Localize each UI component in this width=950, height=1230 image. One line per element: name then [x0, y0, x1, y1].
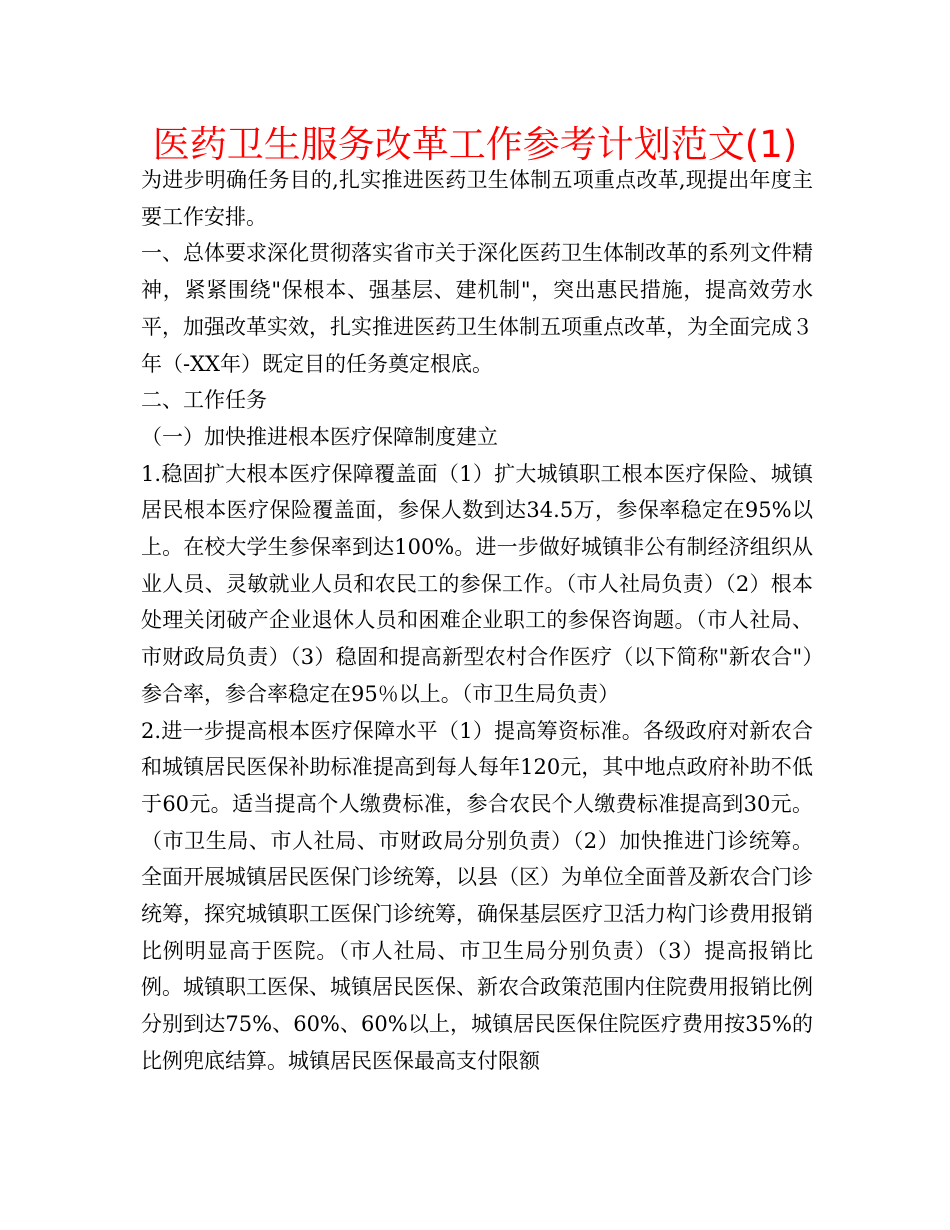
- item-2-paragraph: 2.进一步提高根本医疗保障水平（1）提高筹资标准。各级政府对新农合和城镇居民医保补助标准提高到每人每年120元，其中地点政府补助不低于60元。适当提高个人缴费标准，参合农民个人缴费标准提高到30元。（市卫生局、市人社局、市财政局分别负责）（2）加快推进门诊统筹。全面开展城镇居民医保门诊统筹，以县（区）为单位全面普及新农合门诊统筹，探究城镇职工医保门诊统筹，确保基层医疗卫活力构门诊费用报销比例明显高于医院。（市人社局、市卫生局分别负责）（3）提高报销比例。城镇职工医保、城镇居民医保、新农合政策范围内住院费用报销比例分别到达75%、60%、60%以上，城镇居民医保住院医疗费用按35%的比例兜底结算。城镇居民医保最高支付限额: [141, 718, 813, 1073]
- item-1-paragraph: 1.稳固扩大根本医疗保障覆盖面（1）扩大城镇职工根本医疗保险、城镇居民根本医疗保险覆盖面，参保人数到达34.5万，参保率稳定在95%以上。在校大学生参保率到达100%。进一步做好城镇非公有制经济组织从业人员、灵敏就业人员和农民工的参保工作。（市人社局负责）（2）根本处理关闭破产企业退休人员和困难企业职工的参保咨询题。（市人社局、市财政局负责）（3）稳固和提高新型农村合作医疗（以下简称"新农合"）参合率，参合率稳定在95％以上。（市卫生局负责）: [141, 461, 813, 706]
- document-body: [141, 162, 813, 1080]
- document-title: 医药卫生服务改革工作参考计划范文(1): [152, 123, 798, 166]
- subsection-heading-medical-insurance: （一）加快推进根本医疗保障制度建立: [141, 424, 498, 449]
- intro-paragraph: 为进步明确任务目的,扎实推进医药卫生体制五项重点改革,现提出年度主要工作安排。: [141, 168, 813, 229]
- general-requirements-paragraph: 一、总体要求深化贯彻落实省市关于深化医药卫生体制改革的系列文件精神，紧紧围绕"保根本、强基层、建机制"，突出惠民措施，提高效劳水平，加强改革实效，扎实推进医药卫生体制五项重点改革，为全面完成３年（-XX年）既定目的任务奠定根底。: [141, 241, 813, 376]
- section-heading-work-tasks: 二、工作任务: [141, 388, 267, 413]
